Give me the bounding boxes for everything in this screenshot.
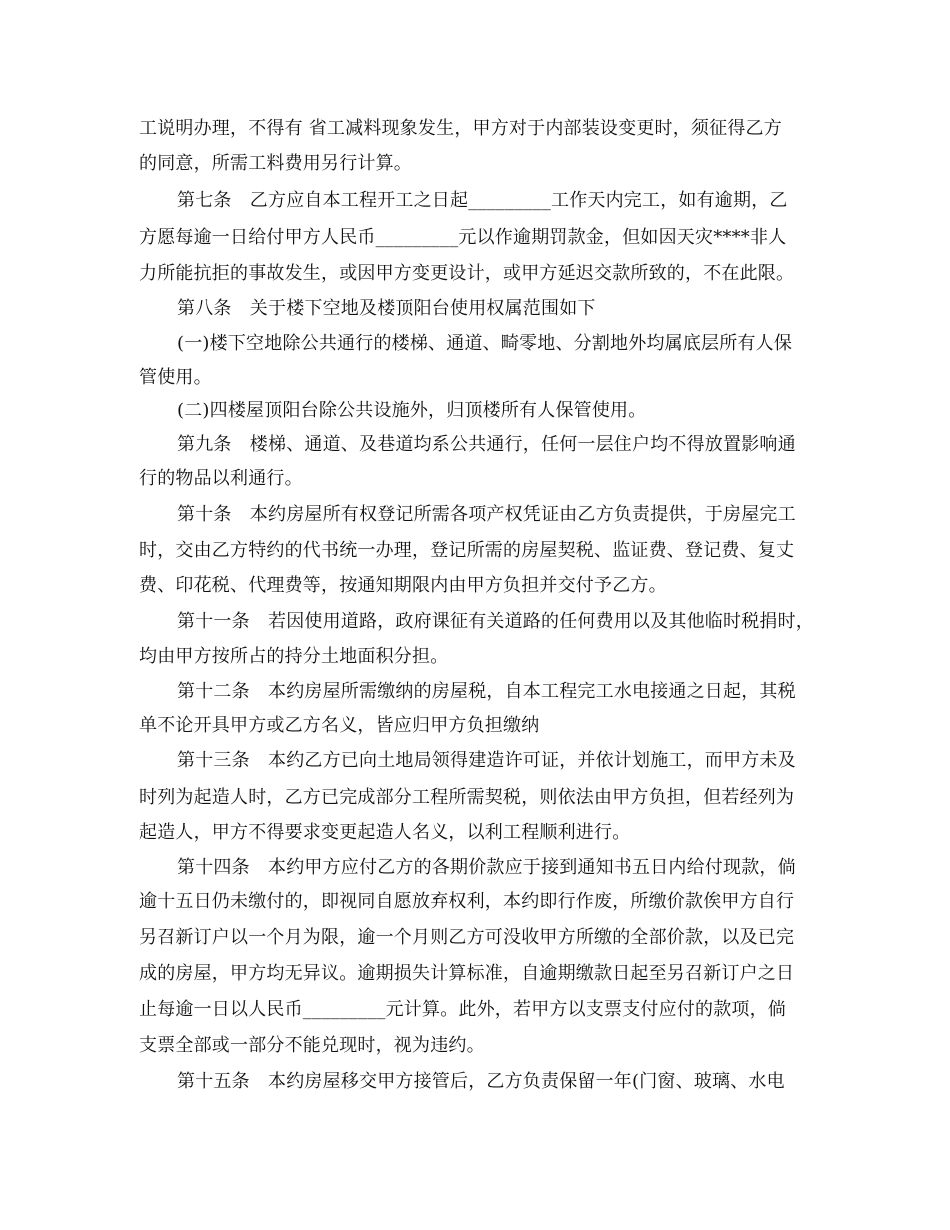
text-line: 第九条 楼梯、通道、及巷道均系公共通行，任何一层住户均不得放置影响通 — [177, 434, 796, 455]
text-line: 第十一条 若因使用道路，政府课征有关道路的任何费用以及其他临时税捐时， — [177, 611, 814, 632]
text-line: 的同意，所需工料费用另行计算。 — [139, 153, 412, 174]
text-line: 第十三条 本约乙方已向土地局领得建造许可证，并依计划施工，而甲方未及 — [177, 750, 796, 771]
text-line: 工说明办理，不得有 省工减料现象发生，甲方对于内部装设变更时，须征得乙方 — [139, 118, 782, 139]
text-line: 另召新订户以一个月为限，逾一个月则乙方可没收甲方所缴的全部价款，以及已完 — [139, 927, 795, 948]
text-line: 时列为起造人时，乙方已完成部分工程所需契税，则依法由甲方负担，但若经列为 — [139, 787, 795, 808]
text-line: 成的房屋，甲方均无异议。逾期损失计算标准，自逾期缴款日起至另召新订户之日 — [139, 963, 795, 984]
text-line: 方愿每逾一日给付甲方人民币_________元以作逾期罚款金，但如因天灾****非人 — [139, 227, 787, 248]
text-line: 止每逾一日以人民币_________元计算。此外，若甲方以支票支付应付的款项，倘 — [139, 999, 786, 1020]
text-line: 第十条 本约房屋所有权登记所需各项产权凭证由乙方负责提供，于房屋完工 — [177, 504, 796, 525]
text-line: 均由甲方按所占的持分土地面积分担。 — [139, 646, 449, 667]
text-line: 时，交由乙方特约的代书统一办理，登记所需的房屋契税、监证费、登记费、复丈 — [139, 540, 795, 561]
text-line: 第八条 关于楼下空地及楼顶阳台使用权属范围如下 — [177, 298, 596, 319]
text-line: 起造人，甲方不得要求变更起造人名义，以利工程顺利进行。 — [139, 822, 631, 843]
text-line: 费、印花税、代理费等，按通知期限内由甲方负担并交付予乙方。 — [139, 575, 667, 596]
text-line: 力所能抗拒的事故发生，或因甲方变更设计，或甲方延迟交款所致的，不在此限。 — [139, 263, 795, 284]
text-line: (二)四楼屋顶阳台除公共设施外，归顶楼所有人保管使用。 — [177, 400, 647, 421]
text-line: 单不论开具甲方或乙方名义，皆应归甲方负担缴纳 — [139, 715, 540, 736]
text-line: 逾十五日仍未缴付的，即视同自愿放弃权利，本约即行作废，所缴价款俟甲方自行 — [139, 891, 795, 912]
text-line: 第十二条 本约房屋所需缴纳的房屋税，自本工程完工水电接通之日起，其税 — [177, 681, 796, 702]
text-line: 支票全部或一部分不能兑现时，视为违约。 — [139, 1035, 485, 1056]
text-line: 管使用。 — [139, 367, 212, 388]
text-line: (一)楼下空地除公共通行的楼梯、通道、畸零地、分割地外均属底层所有人保 — [177, 333, 793, 354]
text-line: 第十四条 本约甲方应付乙方的各期价款应于接到通知书五日内给付现款，倘 — [177, 857, 796, 878]
text-line: 第十五条 本约房屋移交甲方接管后，乙方负责保留一年(门窗、玻璃、水电 — [177, 1071, 785, 1092]
text-line: 第七条 乙方应自本工程开工之日起_________工作天内完工，如有逾期，乙 — [177, 190, 788, 211]
text-line: 行的物品以利通行。 — [139, 468, 303, 489]
